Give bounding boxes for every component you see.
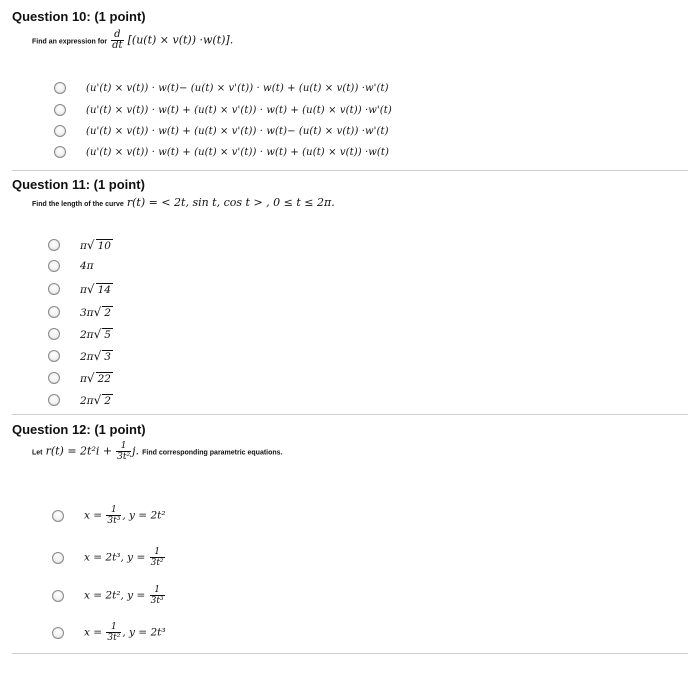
radio-button[interactable] [48, 260, 60, 272]
question-12-option-3[interactable]: x = 2t², y = $\frac{1}{\text{3t³}}$ [52, 585, 166, 606]
question-11-prompt-label: Find the length of the curve [32, 201, 124, 208]
radio-button[interactable] [48, 239, 60, 251]
question-12-option-1[interactable]: x = $\frac{1}{\text{3t³}}$ , y = 2t² [52, 505, 166, 526]
question-11-option-7[interactable]: π√ 22 [48, 371, 113, 385]
question-10-prompt-expression: [(u(t) × v(t)) ·w(t)]. [127, 33, 234, 47]
question-11-option-8[interactable]: 2π√ 2 [48, 393, 113, 407]
question-12-prompt: Let r(t) = 2t²i + $\frac{1}{\text{3t²}}$ j. Find corresponding parametric equations. [32, 441, 283, 462]
question-11-title: Question 11: (1 point) [12, 177, 145, 192]
radio-button[interactable] [52, 627, 64, 639]
radio-button[interactable] [54, 82, 66, 94]
question-divider [12, 653, 688, 654]
question-12-title: Question 12: (1 point) [12, 422, 146, 437]
question-11-option-3[interactable]: π√ 14 [48, 282, 113, 296]
question-10-option-2[interactable]: (u'(t) × v(t)) · w(t) + (u(t) × v'(t)) · w(t) + (u(t) × v(t)) ·w'(t) [54, 104, 392, 116]
question-11-option-6[interactable]: 2π√ 3 [48, 349, 113, 363]
question-10-prompt [32, 30, 233, 51]
question-12-option-2[interactable]: x = 2t³, y = $\frac{1}{\text{3t²}}$ [52, 547, 166, 568]
radio-button[interactable] [48, 283, 60, 295]
radio-button[interactable] [52, 510, 64, 522]
question-12-option-4[interactable]: x = $\frac{1}{\text{3t²}}$ , y = 2t³ [52, 622, 166, 643]
radio-button[interactable] [48, 306, 60, 318]
radio-button[interactable] [54, 125, 66, 137]
radio-button[interactable] [54, 104, 66, 116]
question-10-title: Question 10: (1 point) [12, 9, 146, 24]
derivative-operator: $\frac{d}{dt}$ [112, 29, 123, 51]
question-10-option-4[interactable]: (u'(t) × v(t)) · w(t) + (u(t) × v'(t)) · w(t) + (u(t) × v(t)) ·w(t) [54, 146, 389, 158]
radio-button[interactable] [54, 146, 66, 158]
radio-button[interactable] [48, 394, 60, 406]
question-11-prompt [32, 196, 335, 209]
question-11-option-1[interactable]: π√ 10 [48, 238, 113, 252]
question-10-prompt-label: Find an expression for [32, 38, 108, 46]
question-divider [12, 414, 688, 415]
question-11-option-4[interactable]: 3π√ 2 [48, 305, 113, 319]
radio-button[interactable] [48, 328, 60, 340]
question-12-prompt-label: Find corresponding parametric equations. [142, 449, 283, 457]
question-11-option-2[interactable]: 4π [48, 260, 94, 272]
question-10-option-3[interactable]: (u'(t) × v(t)) · w(t) + (u(t) × v'(t)) · w(t)− (u(t) × v(t)) ·w'(t) [54, 125, 389, 137]
radio-button[interactable] [48, 372, 60, 384]
radio-button[interactable] [52, 552, 64, 564]
radio-button[interactable] [52, 590, 64, 602]
question-divider [12, 170, 688, 171]
radio-button[interactable] [48, 350, 60, 362]
question-10-option-1[interactable]: (u'(t) × v(t)) · w(t)− (u(t) × v'(t)) · w(t) + (u(t) × v(t)) ·w'(t) [54, 82, 389, 94]
question-11-prompt-expression: r(t) = < 2t, sin t, cos t > , 0 ≤ t ≤ 2π. [126, 196, 335, 209]
question-11-option-5[interactable]: 2π√ 5 [48, 327, 113, 341]
